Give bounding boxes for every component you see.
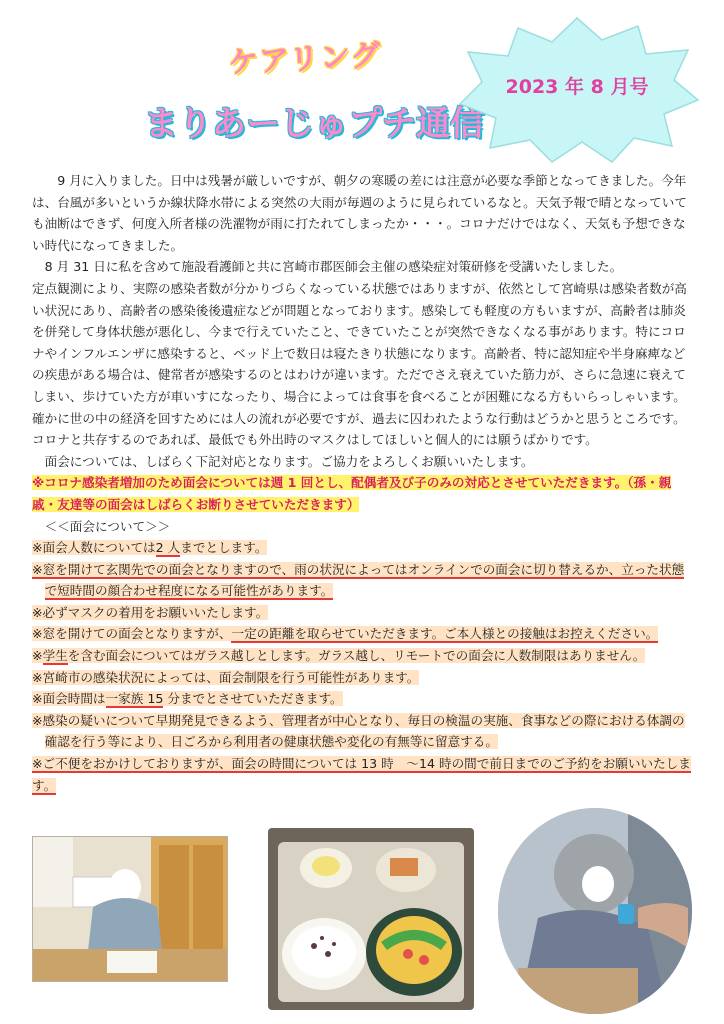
rule-visitor-count: ※面会人数については2 人までとします。 [32,540,268,556]
rule-reservation: ※ご不便をおかけしておりますが、面会の時間については 13 時 ～14 時の間で前日までのご予約をお願いいたします。 [32,756,691,793]
rule-mask: ※必ずマスクの着用をお願いいたします。 [32,604,269,620]
rule-students: ※学生を含む面会についてはガラス越しとします。ガラス越し、リモートでの面会に人数制限はありません。 [32,648,646,664]
rule-miyazaki-status: ※宮崎市の感染状況によっては、面会制限を行う可能性があります。 [32,669,420,685]
paragraph-infection: 定点観測により、実際の感染者数が分かりづらくなっている状態ではありますが、依然として宮崎県は感染者数が高い状況にあり、高齢者の感染後後遺症などが問題となっております。感染しても軽度の方もいますが、高齢者は肺炎を併発して身体状態が悪化し、今まで行えていたこと、できていたことが突然できなくなる事があります。特にコロナやインフルエンザに感染すると、ベッド上で数日は寝たきり状態になります。高齢者、特に認知症や半身麻痺などの疾患がある場合は、健常者が感染するのとはわけが違います。ただでさえ衰えていた筋力が、さらに急速に衰えてしまい、歩けていた方が車いすになったり、場合によっては食事を食べることが困難になる方もいらっしゃいます。確かに世の中の経済を回すためには人の流れが必要ですが、過去に囚われたような行動はどうかと思うところです。コロナと共存するのであれば、最低でも外出時のマスクはしてほしいと個人的には願うばかりです。 [32,280,687,448]
article-body [32,170,696,796]
rule-distance: ※窓を開けての面会となりますが、一定の距離を取らせていただきます。ご本人様との接触はお控えください。 [32,626,659,642]
title-caring: ケアリング [227,38,383,81]
rule-window-entrance: ※窓を開けて玄関先での面会となりますので、雨の状況によってはオンラインでの面会に切り替えるか、立った状態で短時間の顔合わせ程度になる可能性があります。 [32,561,685,599]
newsletter-title [140,28,484,158]
title-newsletter-name: まりあーじゅプチ通信 [144,104,484,144]
rule-duration: ※面会時間は一家族 15 分までとさせていただきます。 [32,691,343,707]
issue-date: 2023 年 8 月号 [505,76,649,98]
photo-resident-reading [32,836,228,982]
issue-badge [452,14,702,164]
photo-resident-drinking [498,808,692,1014]
visiting-heading: ＜＜面会について＞＞ [44,518,171,534]
notice-restriction [32,472,696,515]
paragraph-training: 8 月 31 日に私を含めて施設看護師と共に宮崎市郡医師会主催の感染症対策研修を受講いたしました。 [44,259,623,275]
rule-health-check: ※感染の疑いについて早期発見できるよう、管理者が中心となり、毎日の検温の実施、食事などの際における体調の確認を行う等により、日ごろから利用者の健康状態や変化の有無等に留意する。 [32,712,685,750]
photo-meal-tray [268,828,474,1010]
notice-text: ※コロナ感染者増加のため面会については週 1 回とし、配偶者及び子のみの対応とさせていただきます。（孫・親戚・友達等の面会はしばらくお断りさせていただきます） [32,475,672,512]
paragraph-greeting: 9 月に入りました。日中は残暑が厳しいですが、朝夕の寒暖の差には注意が必要な季節となってきました。今年は、台風が多いというか線状降水帯による突然の大雨が毎週のように見られているなと。天気予報で晴となっていても油断はできず、何度入所者様の洗濯物が雨に打たれてしまったか・・・。コロナだけではなく、天気も予想できない時代になってきました。 [32,173,687,253]
paragraph-visiting-intro: 面会については、しばらく下記対応となります。ご協力をよろしくお願いいたします。 [44,453,534,469]
